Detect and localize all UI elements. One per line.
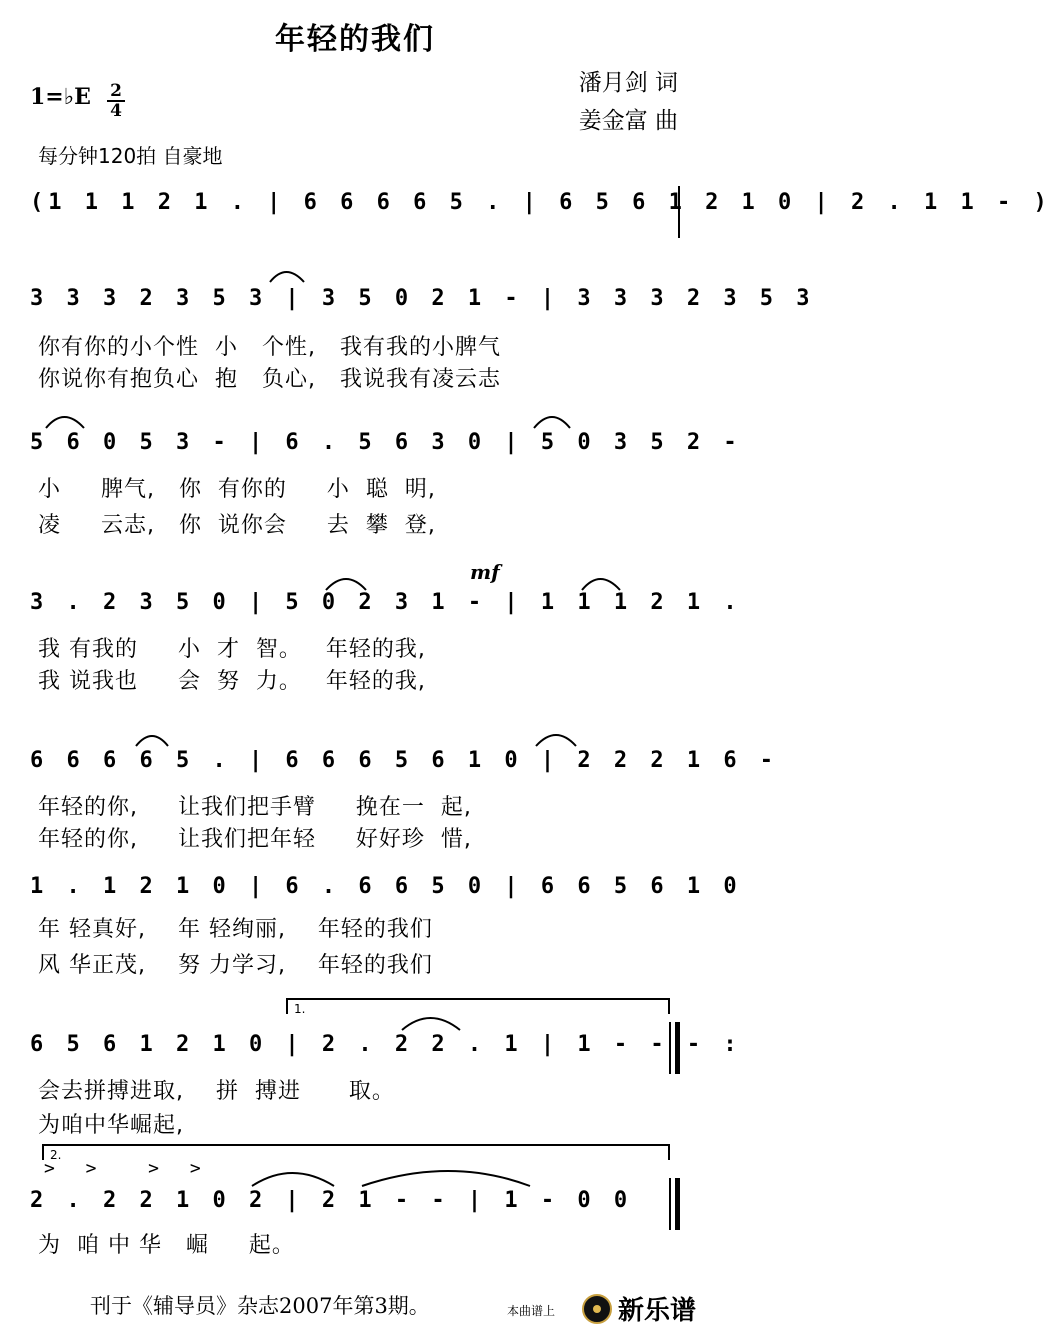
publication-note: 刊于《辅导员》杂志2007年第3期。 bbox=[90, 1294, 430, 1318]
music-disc-icon bbox=[582, 1294, 612, 1324]
volta-label: 2. bbox=[50, 1148, 62, 1162]
lyricist-credit: 潘月剑 词 bbox=[578, 70, 678, 96]
page-title: 年轻的我们 bbox=[275, 22, 435, 57]
composer-credit: 姜金富 曲 bbox=[578, 108, 678, 134]
time-signature-top: 2 bbox=[110, 81, 122, 101]
lyric-verse1-line6: 会去拼搏进取, 拼 搏进 取。 bbox=[38, 1079, 395, 1104]
notation-row: (1 1 1 2 1 . | 6 6 6 6 5 . | 6 5 6 1 2 1 0 | 2 . 1 1 - ) bbox=[30, 190, 1052, 215]
lyric-verse2-line4: 年轻的你, 让我们把年轻 好好珍 惜, bbox=[38, 827, 472, 852]
lyric-verse1-line5: 年 轻真好, 年 轻绚丽, 年轻的我们 bbox=[38, 917, 433, 942]
notation-row: 2 . 2 2 1 0 2 | 2 1 - - | 1 - 0 0 bbox=[30, 1188, 633, 1213]
lyric-verse1-line2: 小 脾气, 你 有你的 小 聪 明, bbox=[38, 477, 436, 502]
tempo-marking: 每分钟120拍 自豪地 bbox=[38, 144, 223, 168]
lyric-verse2-line6: 为咱中华崛起, bbox=[38, 1113, 184, 1138]
notation-row: 3 . 2 3 5 0 | 5 0 2 3 1 - | 1 1 1 2 1 . bbox=[30, 590, 742, 615]
lyric-verse2-line3: 我 说我也 会 努 力。 年轻的我, bbox=[38, 669, 426, 694]
time-signature-bottom: 4 bbox=[110, 101, 122, 121]
lyric-verse1-line3: 我 有我的 小 才 智。 年轻的我, bbox=[38, 637, 426, 662]
site-logo: 新乐谱 bbox=[618, 1296, 697, 1326]
notation-row: 6 6 6 6 5 . | 6 6 6 5 6 1 0 | 2 2 2 1 6 - bbox=[30, 748, 779, 773]
logo-prefix: 本曲谱上 bbox=[507, 1304, 556, 1318]
lyric-verse2-line5: 风 华正茂, 努 力学习, 年轻的我们 bbox=[38, 953, 433, 978]
lyric-verse2-line2: 凌 云志, 你 说你会 去 攀 登, bbox=[38, 513, 436, 538]
key-signature: 1=♭E bbox=[30, 84, 91, 110]
accent-marks: > > > > bbox=[44, 1158, 211, 1179]
lyric-verse1-line4: 年轻的你, 让我们把手臂 挽在一 起, bbox=[38, 795, 472, 820]
notation-row: 3 3 3 2 3 5 3 | 3 5 0 2 1 - | 3 3 3 2 3 5 3 bbox=[30, 286, 815, 311]
dynamics-marking: mf bbox=[470, 560, 500, 584]
lyric-verse1-line7: 为 咱 中 华 崛 起。 bbox=[38, 1233, 295, 1258]
notation-row: 5 6 0 5 3 - | 6 . 5 6 3 0 | 5 0 3 5 2 - bbox=[30, 430, 742, 455]
lyric-verse2-line1: 你说你有抱负心 抱 负心, 我说我有凌云志 bbox=[38, 367, 501, 392]
lyric-verse1-line1: 你有你的小个性 小 个性, 我有我的小脾气 bbox=[38, 335, 501, 360]
notation-row: 1 . 1 2 1 0 | 6 . 6 6 5 0 | 6 6 5 6 1 0 bbox=[30, 874, 742, 899]
volta-label: 1. bbox=[294, 1002, 306, 1016]
notation-row: 6 5 6 1 2 1 0 | 2 . 2 2 . 1 | 1 - - - : bbox=[30, 1032, 742, 1057]
